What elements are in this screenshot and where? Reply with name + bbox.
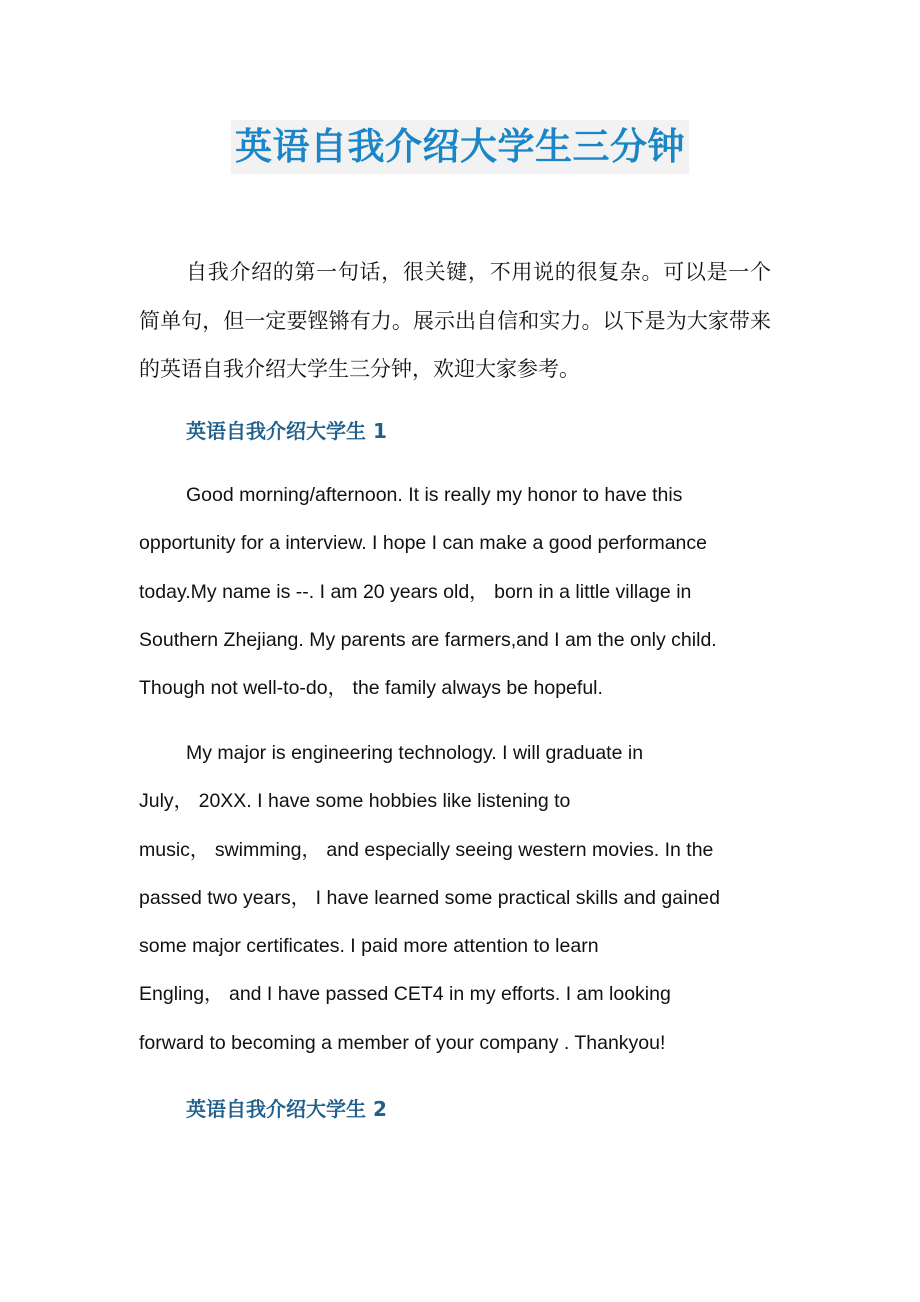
paragraph-line: My major is engineering technology. I will graduate in <box>186 742 644 764</box>
paragraph-line: today.My name is --. I am 20 years old， born in a little village in <box>139 580 692 603</box>
paragraph-line: opportunity for a interview. I hope I can make a good performance <box>139 532 707 555</box>
paragraph-line: passed two years， I have learned some practical skills and gained <box>139 886 720 909</box>
section-1-paragraph-1 <box>139 471 771 712</box>
paragraph-line: Engling， and I have passed CET4 in my efforts. I am looking <box>139 983 671 1006</box>
paragraph-line: music， swimming， and especially seeing western movies. In the <box>139 838 714 861</box>
section-1-paragraph-2 <box>139 729 771 1067</box>
paragraph-line: forward to becoming a member of your company . Thankyou! <box>139 1031 666 1054</box>
section-heading-1: 英语自我介绍大学生 1 <box>186 419 387 443</box>
paragraph-line: some major certificates. I paid more attention to learn <box>139 935 599 958</box>
section-heading-2: 英语自我介绍大学生 2 <box>186 1097 387 1121</box>
paragraph-line: Good morning/afternoon. It is really my honor to have this <box>186 484 683 506</box>
intro-paragraph: 自我介绍的第一句话，很关键，不用说的很复杂。可以是一个简单句，但一定要铿锵有力。展示出自信和实力。以下是为大家带来的英语自我介绍大学生三分钟，欢迎大家参考。 <box>139 260 771 381</box>
title-container <box>0 120 920 174</box>
paragraph-line: July， 20XX. I have some hobbies like listening to <box>139 790 571 813</box>
paragraph-line: Though not well-to-do， the family always be hopeful. <box>139 677 603 700</box>
page-title: 英语自我介绍大学生三分钟 <box>231 120 689 174</box>
paragraph-line: Southern Zhejiang. My parents are farmers,and I am the only child. <box>139 628 717 651</box>
